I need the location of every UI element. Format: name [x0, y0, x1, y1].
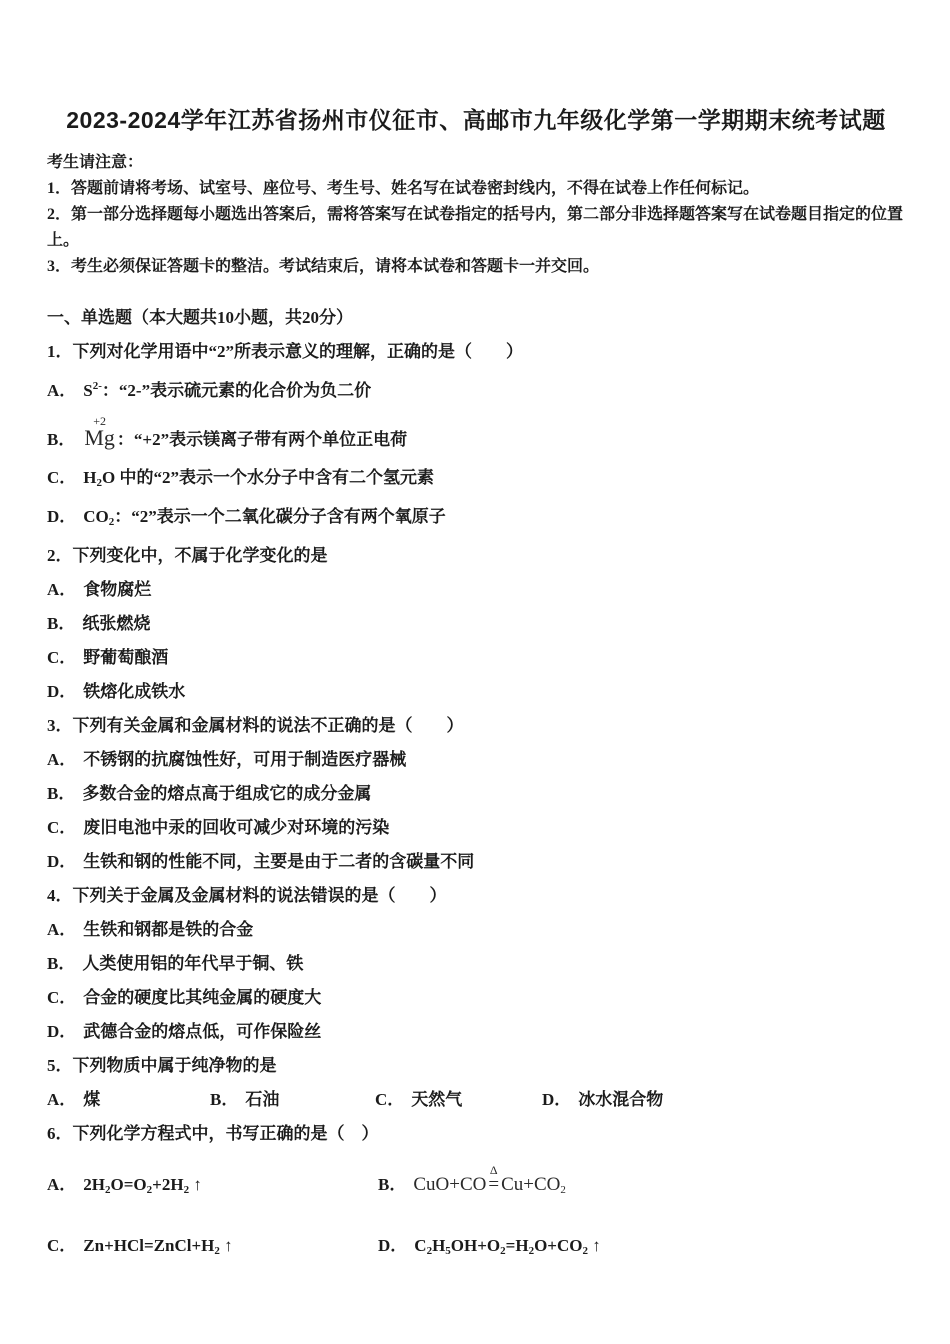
option	[47, 1089, 210, 1111]
option-line	[47, 987, 905, 1009]
option	[210, 1089, 375, 1111]
option-line	[47, 506, 905, 533]
option-label: B．	[210, 1090, 239, 1110]
text-segment: Cu+CO	[501, 1174, 561, 1196]
text-segment: ↑	[219, 1236, 233, 1256]
text-segment: H	[432, 1236, 446, 1256]
notice-item: 2．第一部分选择题每小题选出答案后，需将答案写在试卷指定的括号内，第二部分非选择题答案写在试卷题目指定的位置上。	[47, 206, 904, 249]
option	[47, 818, 389, 837]
text-segment: CO	[83, 507, 109, 527]
text-segment: 2	[560, 1184, 566, 1197]
option-line	[47, 375, 905, 402]
question-3	[47, 715, 905, 873]
notice-heading: 考生请注意：	[47, 154, 144, 171]
option	[378, 1165, 905, 1202]
text-segment: 2	[214, 1245, 220, 1258]
option-line	[47, 1021, 905, 1043]
text-segment: 石油	[245, 1090, 280, 1110]
text-segment: 生铁和钢都是铁的合金	[83, 920, 254, 940]
text-segment: ↑	[588, 1236, 601, 1256]
option-label: B．	[47, 430, 76, 450]
notice-item: 1．答题前请将考场、试室号、座位号、考生号、姓名写在试卷密封线内，不得在试卷上作任何标记。	[47, 180, 760, 197]
question-text: 2．下列变化中，不属于化学变化的是	[47, 546, 328, 566]
option-line	[47, 953, 905, 975]
option-line	[47, 919, 905, 941]
text-segment: =H	[505, 1236, 529, 1256]
option	[47, 614, 150, 633]
option-line	[47, 783, 905, 805]
option	[47, 1022, 321, 1041]
option-label: A．	[47, 920, 77, 940]
option	[47, 920, 253, 939]
text-segment: 煤	[83, 1090, 101, 1110]
question-text: 3．下列有关金属和金属材料的说法不正确的是（ ）	[47, 716, 464, 736]
option	[47, 648, 168, 667]
text-segment: ↑	[189, 1175, 202, 1195]
option	[47, 750, 406, 769]
stack-top-text: +2	[93, 414, 107, 428]
option	[47, 988, 321, 1007]
text-segment: 2	[105, 1184, 111, 1197]
text-segment: 纸张燃烧	[82, 614, 151, 634]
text-segment: 多数合金的熔点高于组成它的成分金属	[82, 784, 372, 804]
text-segment: 2	[108, 516, 115, 529]
option-label: C．	[47, 988, 77, 1008]
text-segment: 人类使用铝的年代早于铜、铁	[82, 954, 304, 974]
text-segment: 天然气	[411, 1090, 463, 1110]
text-segment: +2H	[152, 1175, 184, 1195]
text-segment: 2	[426, 1245, 433, 1258]
option-line	[47, 467, 905, 494]
stack-top-text: Δ	[489, 1163, 498, 1178]
section-heading: 一、单选题（本大题共10小题，共20分）	[47, 308, 353, 327]
question-text: 5．下列物质中属于纯净物的是	[47, 1056, 277, 1076]
option-label: B．	[47, 614, 76, 634]
formula-stack	[488, 1165, 499, 1195]
option-line	[47, 416, 905, 451]
option-label: D．	[542, 1090, 572, 1110]
option	[47, 507, 446, 529]
option	[378, 1234, 905, 1263]
option-line	[47, 817, 905, 839]
text-segment: CuO+CO	[413, 1174, 487, 1196]
option-line	[47, 613, 905, 635]
option-label: C．	[375, 1090, 405, 1110]
text-segment: 2	[146, 1184, 153, 1197]
text-segment: 不锈钢的抗腐蚀性好，可用于制造医疗器械	[83, 750, 407, 770]
text-segment: 废旧电池中汞的回收可减少对环境的污染	[83, 818, 390, 838]
question-text: 4．下列关于金属及金属材料的说法错误的是（ ）	[47, 886, 447, 906]
option-label: C．	[47, 818, 77, 838]
text-segment: 合金的硬度比其纯金属的硬度大	[83, 988, 322, 1008]
option-line	[47, 851, 905, 873]
text-segment: O=O	[110, 1175, 147, 1195]
option-label: C．	[47, 1236, 77, 1256]
text-segment: 2	[183, 1184, 190, 1197]
text-segment: 5	[445, 1245, 451, 1258]
text-segment: 2-	[92, 380, 102, 392]
text-segment: O	[102, 468, 116, 488]
option	[47, 580, 151, 599]
stack-base-text: Mg	[84, 425, 115, 451]
option-line	[47, 749, 905, 771]
option-label: B．	[47, 784, 76, 804]
option-label: A．	[47, 1175, 77, 1195]
option-line	[47, 647, 905, 669]
text-segment: 食物腐烂	[83, 580, 152, 600]
text-segment: 2	[96, 477, 103, 490]
text-segment: 2	[582, 1245, 588, 1258]
questions	[47, 341, 905, 1263]
option	[47, 468, 434, 490]
option-label: A．	[47, 1090, 77, 1110]
formula-stack	[84, 416, 115, 449]
text-segment: 冰水混合物	[578, 1090, 664, 1110]
question-6	[47, 1123, 905, 1263]
question-4	[47, 885, 905, 1043]
question-5	[47, 1055, 905, 1111]
text-segment: 2	[528, 1245, 535, 1258]
text-segment: ：“2”表示一个二氧化碳分子含有两个氧原子	[114, 507, 446, 527]
option	[47, 1173, 378, 1202]
option	[375, 1089, 542, 1111]
option	[47, 1234, 378, 1263]
option-label: B．	[47, 954, 76, 974]
option	[47, 852, 474, 871]
text-segment: S	[83, 381, 93, 400]
option	[47, 414, 408, 451]
option-label: D．	[47, 507, 77, 527]
text-segment: 2	[500, 1245, 506, 1258]
option-row	[47, 1089, 905, 1111]
option	[47, 954, 303, 973]
question-text: 6．下列化学方程式中，书写正确的是（ ）	[47, 1124, 379, 1144]
option	[47, 784, 371, 803]
notice-item: 3．考生必须保证答题卡的整洁。考试结束后，请将本试卷和答题卡一并交回。	[47, 258, 600, 275]
option	[542, 1089, 905, 1111]
text-segment: 铁熔化成铁水	[83, 682, 186, 702]
page-title: 2023-2024学年江苏省扬州市仪征市、高邮市九年级化学第一学期期末统考试题	[66, 107, 886, 133]
text-segment: O+CO	[534, 1236, 583, 1256]
notice-block	[47, 150, 905, 280]
option-label: D．	[47, 1022, 77, 1042]
stack-base-text: =	[488, 1174, 500, 1196]
text-segment: C	[414, 1236, 427, 1256]
text-segment: 野葡萄酿酒	[83, 648, 169, 668]
option-label: B．	[378, 1175, 407, 1195]
question-1	[47, 341, 905, 533]
question-text: 1．下列对化学用语中“2”所表示意义的理解，正确的是（ ）	[47, 342, 523, 361]
text-segment: Zn+HCl=ZnCl+H	[83, 1236, 215, 1256]
text-segment: 生铁和钢的性能不同，主要是由于二者的含碳量不同	[83, 852, 475, 872]
option	[47, 381, 371, 400]
option-label: A．	[47, 381, 77, 400]
text-segment: 武德合金的熔点低，可作保险丝	[83, 1022, 322, 1042]
text-segment: OH+O	[450, 1236, 501, 1256]
option-label: D．	[47, 852, 77, 872]
question-2	[47, 545, 905, 703]
option-grid	[47, 1165, 905, 1263]
option-line	[47, 681, 905, 703]
text-segment: ：“2-”表示硫元素的化合价为负二价	[101, 381, 372, 400]
text-segment: 中的“2”表示一个水分子中含有二个氢元素	[115, 468, 434, 488]
option-label: D．	[378, 1236, 408, 1256]
option	[47, 682, 185, 701]
option-label: A．	[47, 750, 77, 770]
option-label: C．	[47, 468, 77, 488]
option-label: A．	[47, 580, 77, 600]
option-label: C．	[47, 648, 77, 668]
text-segment: H	[83, 468, 97, 488]
option-line	[47, 579, 905, 601]
option-label: D．	[47, 682, 77, 702]
text-segment: ：“+2”表示镁离子带有两个单位正电荷	[116, 430, 408, 450]
text-segment: 2H	[83, 1175, 106, 1195]
